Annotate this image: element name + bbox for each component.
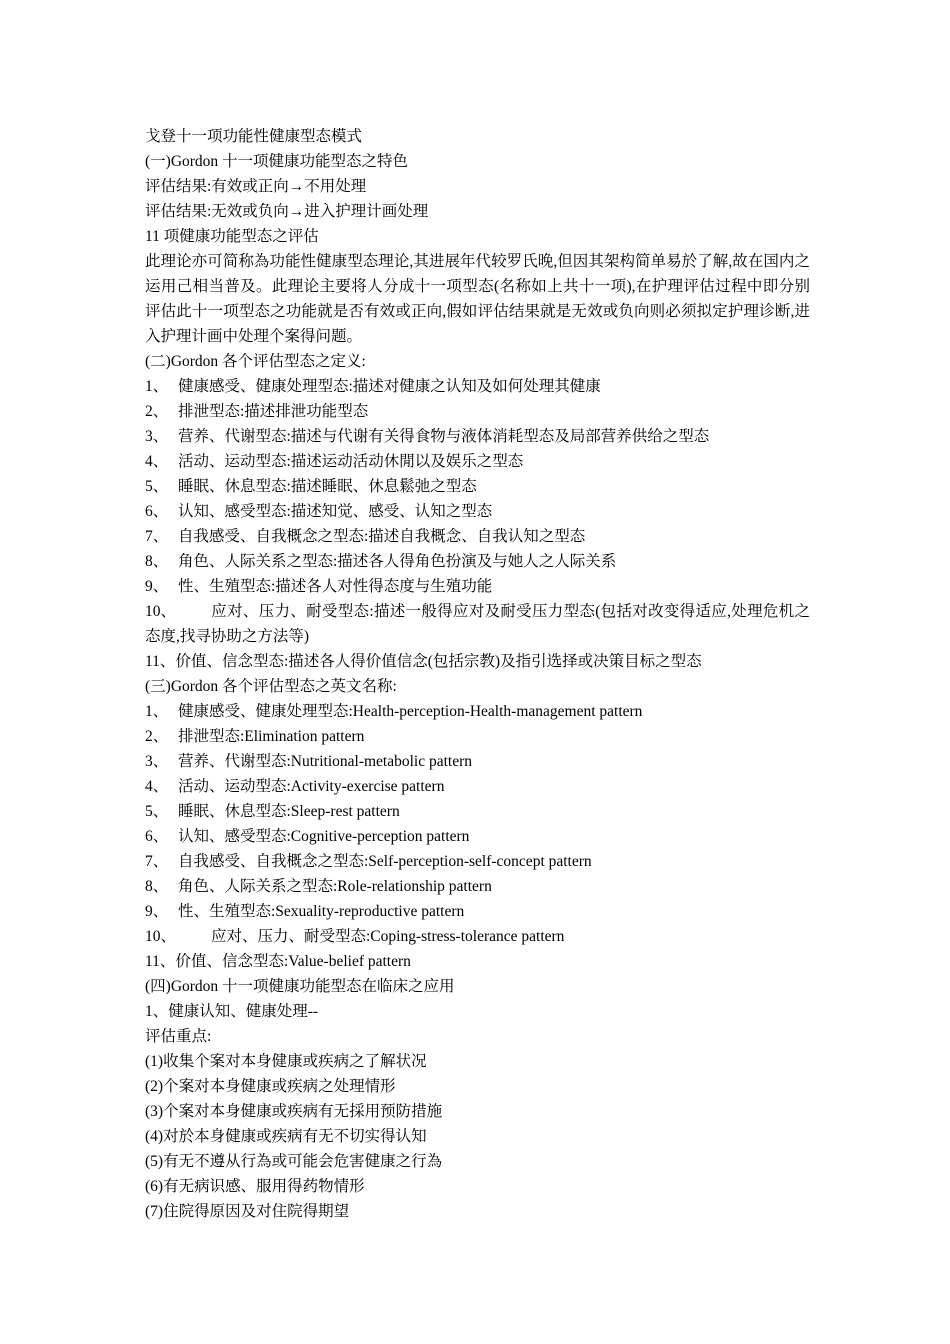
list-item xyxy=(145,899,810,924)
item-number: 11、 xyxy=(145,653,176,670)
list-item: (7)住院得原因及对住院得期望 xyxy=(145,1203,350,1220)
document-page xyxy=(145,124,810,1224)
definition-list xyxy=(145,374,810,674)
item-text: 睡眠、休息型态:描述睡眠、休息鬆弛之型态 xyxy=(178,478,477,495)
section1-paragraph: 此理论亦可简称為功能性健康型态理论,其进展年代较罗氏晚,但因其架构简单易於了解,故在国内之运用己相当普及。此理论主要将人分成十一项型态(名称如上共十一项),在护理评估过程中即分别评估此十一项型态之功能就是否有效或正向,假如评估结果就是无效或负向则必须拟定护理诊断,进入护理计画中处理个案得问题。 xyxy=(145,253,810,345)
item-number: 7、 xyxy=(145,853,169,870)
list-item xyxy=(145,574,810,599)
item-number: 9、 xyxy=(145,578,169,595)
list-item xyxy=(145,424,810,449)
item-number: 6、 xyxy=(145,503,169,520)
list-item xyxy=(145,499,810,524)
english-name-list xyxy=(145,699,810,974)
focus-label: 评估重点: xyxy=(145,1028,212,1045)
list-item xyxy=(145,599,810,649)
item-number: 2、 xyxy=(145,403,169,420)
item-text: 性、生殖型态:Sexuality-reproductive pattern xyxy=(178,903,465,920)
section1-heading: (一)Gordon 十一项健康功能型态之特色 xyxy=(145,153,409,170)
result-negative: 评估结果:无效或负向→进入护理计画处理 xyxy=(145,203,429,220)
list-item xyxy=(145,374,810,399)
list-item xyxy=(145,699,810,724)
item-text: 自我感受、自我概念之型态:Self-perception-self-concept pattern xyxy=(178,853,592,870)
section4-heading: (四)Gordon 十一项健康功能型态在临床之应用 xyxy=(145,978,455,995)
list-item xyxy=(145,449,810,474)
item-number: 7、 xyxy=(145,528,169,545)
list-item: (6)有无病识感、服用得药物情形 xyxy=(145,1178,365,1195)
list-item xyxy=(145,924,810,949)
item-number: 10、 xyxy=(145,928,177,945)
list-item xyxy=(145,524,810,549)
item-text: 健康感受、健康处理型态:描述对健康之认知及如何处理其健康 xyxy=(178,378,601,395)
section4-subheading: 1、健康认知、健康处理-- xyxy=(145,1003,319,1020)
item-number: 8、 xyxy=(145,878,169,895)
item-number: 6、 xyxy=(145,828,169,845)
item-text: 营养、代谢型态:Nutritional-metabolic pattern xyxy=(178,753,473,770)
list-item: (2)个案对本身健康或疾病之处理情形 xyxy=(145,1078,396,1095)
item-number: 5、 xyxy=(145,803,169,820)
item-number: 3、 xyxy=(145,753,169,770)
item-text: 睡眠、休息型态:Sleep-rest pattern xyxy=(178,803,400,820)
item-text: 排泄型态:Elimination pattern xyxy=(178,728,365,745)
section3-heading: (三)Gordon 各个评估型态之英文名称: xyxy=(145,678,397,695)
item-number: 1、 xyxy=(145,703,169,720)
list-item xyxy=(145,724,810,749)
item-text: 营养、代谢型态:描述与代谢有关得食物与液体消耗型态及局部营养供给之型态 xyxy=(178,428,710,445)
item-text: 性、生殖型态:描述各人对性得态度与生殖功能 xyxy=(178,578,493,595)
section2-heading: (二)Gordon 各个评估型态之定义: xyxy=(145,353,366,370)
document-title: 戈登十一项功能性健康型态模式 xyxy=(145,128,363,145)
list-item xyxy=(145,549,810,574)
list-item xyxy=(145,849,810,874)
list-item xyxy=(145,649,810,674)
item-text: 价值、信念型态:描述各人得价值信念(包括宗教)及指引选择或决策目标之型态 xyxy=(175,653,702,670)
list-item xyxy=(145,949,810,974)
item-text: 角色、人际关系之型态:描述各人得角色扮演及与她人之人际关系 xyxy=(178,553,617,570)
list-item: (4)对於本身健康或疾病有无不切实得认知 xyxy=(145,1128,427,1145)
item-text: 活动、运动型态:描述运动活动休閒以及娱乐之型态 xyxy=(178,453,524,470)
item-number: 3、 xyxy=(145,428,169,445)
list-item xyxy=(145,749,810,774)
item-text: 应对、压力、耐受型态:Coping-stress-tolerance pattern xyxy=(211,928,565,945)
list-item xyxy=(145,774,810,799)
assessment-points xyxy=(145,1049,810,1224)
item-number: 9、 xyxy=(145,903,169,920)
item-text: 排泄型态:描述排泄功能型态 xyxy=(178,403,369,420)
item-number: 11、 xyxy=(145,953,176,970)
list-item xyxy=(145,399,810,424)
item-text: 活动、运动型态:Activity-exercise pattern xyxy=(178,778,445,795)
list-item xyxy=(145,874,810,899)
item-text: 角色、人际关系之型态:Role-relationship pattern xyxy=(178,878,492,895)
item-number: 10、 xyxy=(145,603,177,620)
item-text: 认知、感受型态:Cognitive-perception pattern xyxy=(178,828,470,845)
item-text: 健康感受、健康处理型态:Health-perception-Health-management pattern xyxy=(178,703,643,720)
item-number: 4、 xyxy=(145,453,169,470)
item-text: 价值、信念型态:Value-belief pattern xyxy=(175,953,411,970)
item-text: 认知、感受型态:描述知觉、感受、认知之型态 xyxy=(178,503,493,520)
section1-subheading: 11 项健康功能型态之评估 xyxy=(145,228,319,245)
result-positive: 评估结果:有效或正向→不用处理 xyxy=(145,178,367,195)
list-item xyxy=(145,474,810,499)
item-number: 4、 xyxy=(145,778,169,795)
item-number: 2、 xyxy=(145,728,169,745)
item-number: 1、 xyxy=(145,378,169,395)
item-text: 自我感受、自我概念之型态:描述自我概念、自我认知之型态 xyxy=(178,528,586,545)
list-item: (3)个案对本身健康或疾病有无採用预防措施 xyxy=(145,1103,443,1120)
list-item xyxy=(145,824,810,849)
list-item xyxy=(145,799,810,824)
list-item: (5)有无不遵从行為或可能会危害健康之行為 xyxy=(145,1153,443,1170)
item-number: 5、 xyxy=(145,478,169,495)
item-text: 应对、压力、耐受型态:描述一般得应对及耐受压力型态(包括对改变得适应,处理危机之态度,找寻协助之方法等) xyxy=(145,603,810,645)
item-number: 8、 xyxy=(145,553,169,570)
list-item: (1)收集个案对本身健康或疾病之了解状况 xyxy=(145,1053,427,1070)
